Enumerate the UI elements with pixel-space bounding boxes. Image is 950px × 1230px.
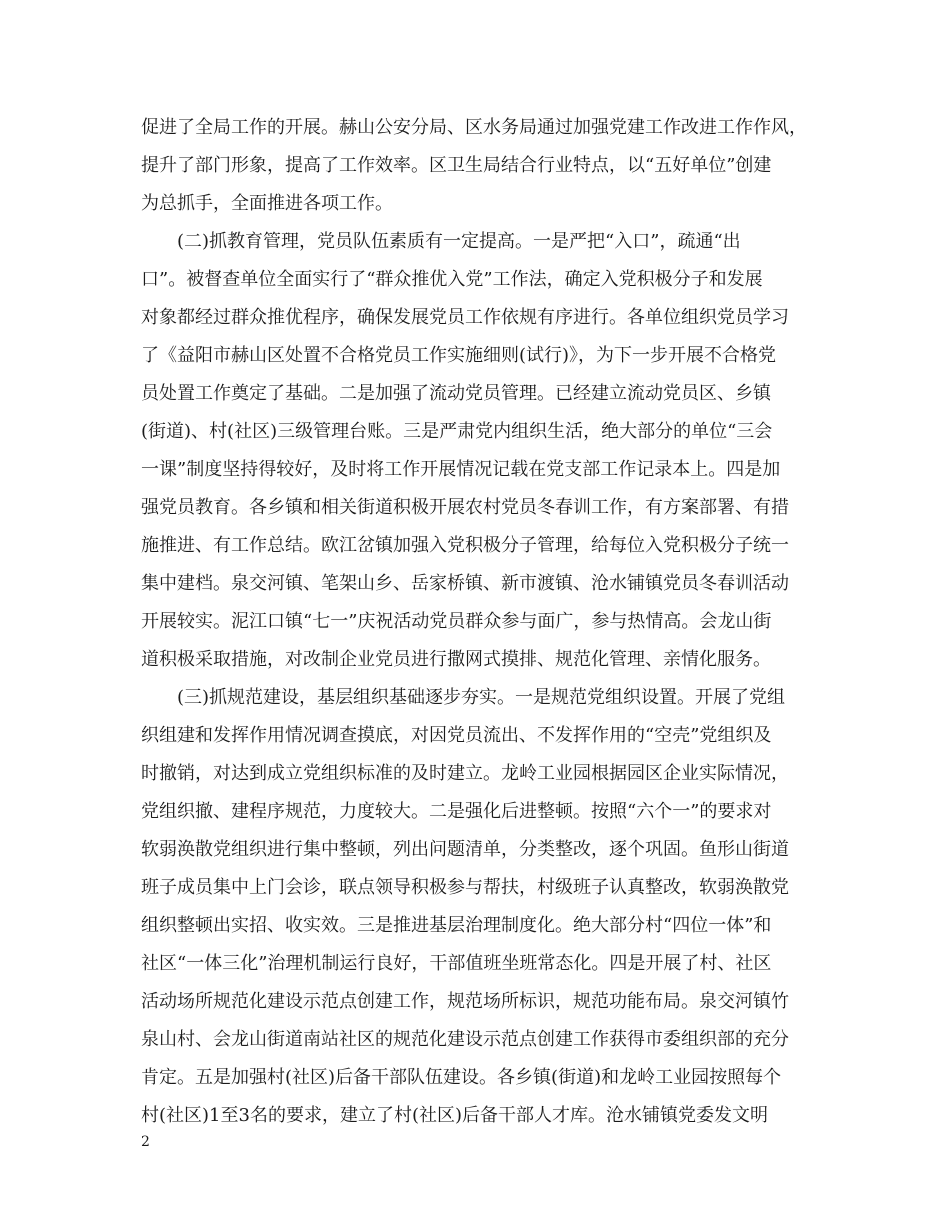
text-line: 施推进、有工作总结。欧江岔镇加强入党积极分子管理，给每位入党积极分子统一 [141,535,789,556]
text-line: 活动场所规范化建设示范点创建工作，规范场所标识，规范功能布局。泉交河镇竹 [141,991,789,1012]
page-number: 2 [141,1134,150,1150]
text-line: 口”。被督查单位全面实行了“群众推优入党”工作法，确定入党积极分子和发展 [141,269,763,290]
text-line: 强党员教育。各乡镇和相关街道积极开展农村党员冬春训工作，有方案部署、有措 [141,497,789,518]
text-line: 组织整顿出实招、收实效。三是推进基层治理制度化。绝大部分村“四位一体”和 [141,915,772,936]
text-line: 一课”制度坚持得较好，及时将工作开展情况记载在党支部工作记录本上。四是加 [141,459,781,480]
text-line: 织组建和发挥作用情况调查摸底，对因党员流出、不发挥作用的“空壳”党组织及 [141,725,772,746]
text-line: 时撤销，对达到成立党组织标准的及时建立。龙岭工业园根据园区企业实际情况， [141,763,789,784]
text-line: 软弱涣散党组织进行集中整顿，列出问题清单，分类整改，逐个巩固。鱼形山街道 [141,839,789,860]
text-line: 为总抓手，全面推进各项工作。 [141,193,393,214]
text-line: 社区“一体三化”治理机制运行良好，干部值班坐班常态化。四是开展了村、社区 [141,953,772,974]
text-line: 班子成员集中上门会诊，联点领导积极参与帮扶，村级班子认真整改，软弱涣散党 [141,877,789,898]
text-line: 肯定。五是加强村(社区)后备干部队伍建设。各乡镇(街道)和龙岭工业园按照每个 [141,1067,782,1088]
paragraph-first-line: (三)抓规范建设，基层组织基础逐步夯实。一是规范党组织设置。开展了党组 [177,687,786,708]
text-line: 开展较实。泥江口镇“七一”庆祝活动党员群众参与面广，参与热情高。会龙山街 [141,611,772,632]
paragraph-first-line: (二)抓教育管理，党员队伍素质有一定提高。一是严把“入口”，疏通“出 [177,231,741,252]
text-line: 提升了部门形象，提高了工作效率。区卫生局结合行业特点，以“五好单位”创建 [141,155,772,176]
text-line: 集中建档。泉交河镇、笔架山乡、岳家桥镇、新市渡镇、沧水铺镇党员冬春训活动 [141,573,789,594]
text-line: 员处置工作奠定了基础。二是加强了流动党员管理。已经建立流动党员区、乡镇 [141,383,771,404]
text-line: (街道)、村(社区)三级管理台账。三是严肃党内组织生活，绝大部分的单位“三会 [141,421,773,442]
text-line: 了《益阳市赫山区处置不合格党员工作实施细则(试行)》，为下一步开展不合格党 [141,345,777,366]
text-line: 泉山村、会龙山街道南站社区的规范化建设示范点创建工作获得市委组织部的充分 [141,1029,789,1050]
text-line: 对象都经过群众推优程序，确保发展党员工作依规有序进行。各单位组织党员学习 [141,307,789,328]
text-line: 党组织撤、建程序规范，力度较大。二是强化后进整顿。按照“六个一”的要求对 [141,801,772,822]
text-line: 村(社区)1至3名的要求，建立了村(社区)后备干部人才库。沧水铺镇党委发文明 [141,1105,768,1126]
text-line: 道积极采取措施，对改制企业党员进行撒网式摸排、规范化管理、亲情化服务。 [141,649,771,670]
text-line: 促进了全局工作的开展。赫山公安分局、区水务局通过加强党建工作改进工作作风， [141,117,807,138]
